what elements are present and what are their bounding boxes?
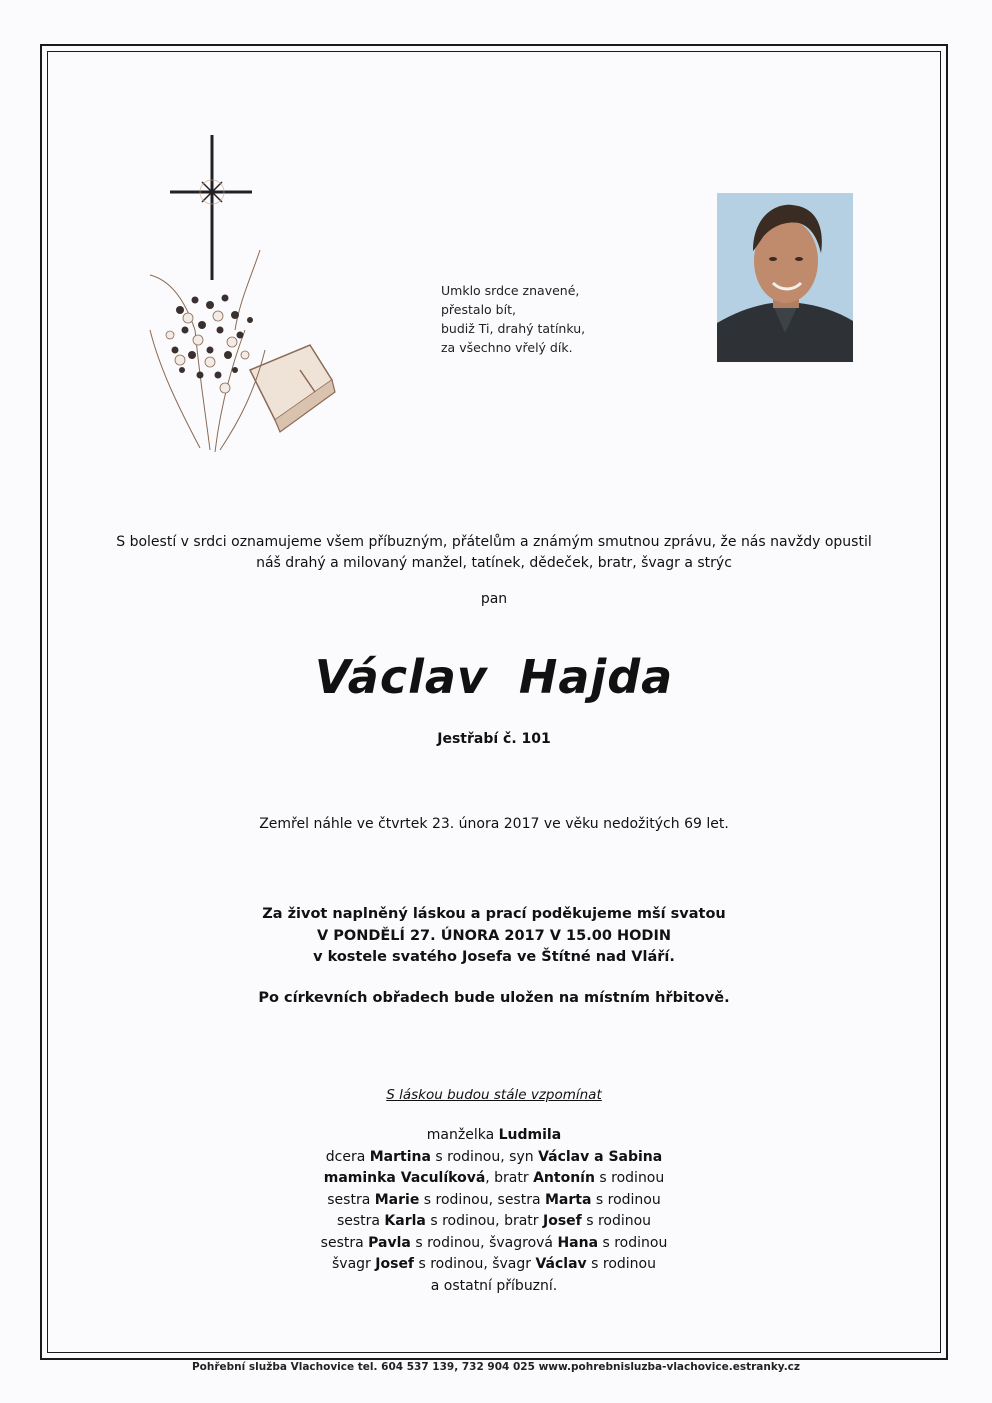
mourner-text: manželka <box>426 1127 499 1143</box>
mourner-name: Marta <box>545 1191 592 1208</box>
mourner-line <box>47 1147 941 1169</box>
intro-line: S bolestí v srdci oznamujeme všem příbuzným, přátelům a známým smutnou zprávu, že nás navždy opustil <box>116 534 872 550</box>
mourner-name: Pavla <box>368 1234 411 1251</box>
mourner-line <box>47 1211 941 1233</box>
cross-flowers-illustration <box>140 130 340 460</box>
mourner-line <box>47 1233 941 1255</box>
mourner-text: s rodinou, syn <box>430 1148 539 1165</box>
mourner-text: s rodinou <box>594 1170 665 1186</box>
mourner-text: s rodinou <box>586 1256 656 1272</box>
poem-line: Umklo srdce znavené, <box>441 283 580 298</box>
announcement-intro <box>47 532 941 574</box>
poem-line: budiž Ti, drahý tatínku, <box>441 321 586 336</box>
mourner-name: Josef <box>543 1213 582 1229</box>
portrait-photo <box>717 193 853 362</box>
ceremony-date: V PONDĚLÍ 27. ÚNORA 2017 V 15.00 HODIN <box>316 927 671 944</box>
funeral-service-footer: Pohřební služba Vlachovice tel. 604 537 139, 732 904 025 www.pohrebnisluzba-vlachovice.estranky.cz <box>191 1361 801 1373</box>
ceremony-line: Za život naplněný láskou a prací poděkujeme mší svatou <box>262 906 726 922</box>
mourner-line <box>47 1168 941 1190</box>
deceased-address: Jestřabí č. 101 <box>437 731 551 747</box>
mourner-text: sestra <box>320 1234 369 1251</box>
mourner-text: s rodinou, sestra <box>419 1191 545 1208</box>
mourner-name: Antonín <box>533 1170 595 1186</box>
mourner-text: , bratr <box>485 1170 534 1186</box>
mourner-text: sestra <box>327 1191 375 1208</box>
ceremony-location: v kostele svatého Josefa ve Štítné nad Vláří. <box>313 949 675 965</box>
mourner-text: s rodinou <box>591 1191 661 1208</box>
poem-line: přestalo bít, <box>441 302 516 317</box>
mourner-name: maminka Vaculíková <box>323 1170 486 1186</box>
mourner-line <box>47 1254 941 1276</box>
ceremony-details <box>47 904 941 969</box>
mourner-name: Ludmila <box>498 1127 562 1143</box>
mourner-text: s rodinou <box>581 1213 652 1229</box>
mourner-text: s rodinou, švagr <box>414 1256 536 1272</box>
remember-heading: S láskou budou stále vzpomínat <box>386 1087 602 1103</box>
mourner-text: s rodinou, švagrová <box>410 1234 558 1251</box>
mourner-name: Václav <box>535 1256 587 1272</box>
mourner-line <box>47 1190 941 1212</box>
mourner-text: a ostatní příbuzní. <box>430 1277 558 1294</box>
mourners-list <box>47 1125 941 1297</box>
mourner-name: Martina <box>369 1148 431 1165</box>
poem-line: za všechno vřelý dík. <box>441 340 573 355</box>
mourner-line <box>47 1276 941 1298</box>
intro-line: náš drahý a milovaný manžel, tatínek, dědeček, bratr, švagr a strýc <box>256 555 732 571</box>
cross-icon <box>170 135 252 280</box>
mourner-text: sestra <box>336 1213 385 1229</box>
mourner-text: švagr <box>332 1256 376 1272</box>
mourner-text: s rodinou <box>598 1234 668 1251</box>
mourner-text: s rodinou, bratr <box>425 1213 543 1229</box>
mourner-name: Karla <box>384 1213 426 1229</box>
title-prefix: pan <box>480 591 508 607</box>
death-notice: Zemřel náhle ve čtvrtek 23. února 2017 ve věku nedožitých 69 let. <box>259 816 729 832</box>
mourner-text: dcera <box>325 1148 370 1165</box>
mourner-line <box>47 1125 941 1147</box>
burial-notice: Po církevních obřadech bude uložen na místním hřbitově. <box>258 990 730 1006</box>
mourner-name: Hana <box>557 1234 599 1251</box>
mourner-name: Václav a Sabina <box>538 1148 663 1165</box>
deceased-name: Václav Hajda <box>314 650 674 704</box>
mourner-name: Marie <box>374 1191 420 1208</box>
mourner-name: Josef <box>375 1256 415 1272</box>
memorial-poem <box>441 281 585 357</box>
